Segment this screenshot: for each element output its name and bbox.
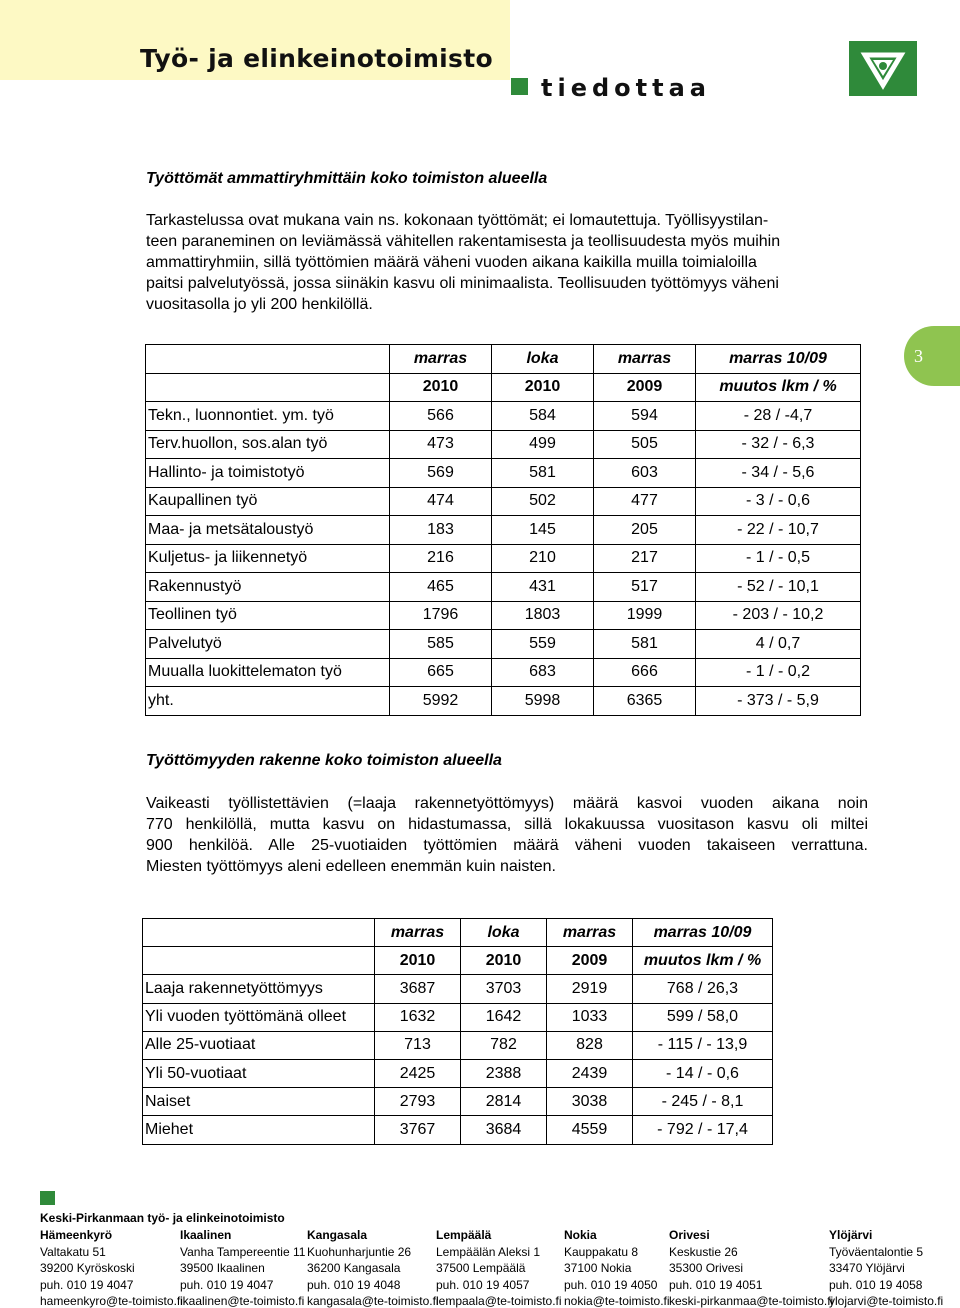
footer-office-2	[307, 1227, 439, 1308]
table-row	[146, 573, 861, 602]
page-number: 3	[914, 346, 923, 366]
table-row	[146, 630, 861, 659]
table-header-row	[146, 373, 861, 402]
table-header-row	[143, 919, 773, 947]
header-cell: 2010	[461, 947, 547, 975]
row-label-cell: Rakennustyö	[146, 573, 390, 602]
value-cell: 183	[390, 516, 492, 545]
value-cell: 1632	[375, 1003, 461, 1031]
value-cell: 599 / 58,0	[633, 1003, 773, 1031]
office-postal: 39200 Kyröskoski	[40, 1261, 135, 1275]
value-cell: 2439	[547, 1059, 633, 1087]
footer-office-3	[436, 1227, 562, 1308]
value-cell: 566	[390, 402, 492, 431]
row-label-cell: Teollinen työ	[146, 601, 390, 630]
value-cell: 2425	[375, 1059, 461, 1087]
section1-heading: Työttömät ammattiryhmittäin koko toimiston alueella	[146, 170, 548, 187]
value-cell: - 115 / - 13,9	[633, 1031, 773, 1059]
value-cell: 782	[461, 1031, 547, 1059]
header-cell: 2010	[390, 373, 492, 402]
header-cell: 2010	[492, 373, 594, 402]
value-cell: 4559	[547, 1116, 633, 1144]
header-cell: marras	[547, 919, 633, 947]
office-postal: 37500 Lempäälä	[436, 1261, 526, 1275]
header-cell: marras 10/09	[633, 919, 773, 947]
value-cell: 5998	[492, 687, 594, 716]
office-street: Kauppakatu 8	[564, 1244, 639, 1259]
page-title: Työ- ja elinkeinotoimisto	[140, 44, 493, 73]
table-row	[143, 1116, 773, 1144]
section1-paragraph	[146, 210, 780, 315]
header-square-icon	[511, 78, 528, 95]
value-cell: 2919	[547, 975, 633, 1003]
table-row	[146, 687, 861, 716]
value-cell: 210	[492, 544, 594, 573]
row-label-cell: Muualla luokittelematon työ	[146, 658, 390, 687]
office-name: Kangasala	[307, 1228, 368, 1242]
value-cell: 2793	[375, 1088, 461, 1116]
header-cell: muutos lkm / %	[696, 373, 861, 402]
value-cell: 502	[492, 487, 594, 516]
table-header-row	[146, 345, 861, 374]
value-cell: 474	[390, 487, 492, 516]
value-cell: - 245 / - 8,1	[633, 1088, 773, 1116]
office-street: Vanha Tampereentie 11	[180, 1244, 306, 1259]
row-label-cell: Hallinto- ja toimistotyö	[146, 459, 390, 488]
row-label-cell: Kuljetus- ja liikennetyö	[146, 544, 390, 573]
office-phone: puh. 010 19 4057	[436, 1277, 530, 1292]
office-name: Ylöjärvi	[829, 1228, 873, 1242]
header-blank-cell	[146, 373, 390, 402]
value-cell: 499	[492, 430, 594, 459]
paragraph-line: paitsi palvelutyössä, jossa siinäkin kasvu oli minimaalista. Teollisuuden työttömyys väheni	[146, 275, 779, 292]
office-name: Hämeenkyrö	[40, 1228, 113, 1242]
office-street: Keskustie 26	[669, 1244, 738, 1259]
header-cell: 2009	[547, 947, 633, 975]
office-name: Lempäälä	[436, 1228, 492, 1242]
footer-office-1	[180, 1227, 305, 1308]
row-label-cell: Yli vuoden työttömänä olleet	[143, 1003, 375, 1031]
office-postal: 36200 Kangasala	[307, 1261, 401, 1275]
paragraph-line: vuositasolla jo yli 200 henkilöllä.	[146, 296, 373, 313]
value-cell: - 203 / - 10,2	[696, 601, 861, 630]
office-postal: 35300 Orivesi	[669, 1261, 744, 1275]
row-label-cell: Naiset	[143, 1088, 375, 1116]
office-phone: puh. 010 19 4047	[40, 1277, 134, 1292]
page-number-tab	[904, 326, 960, 386]
table-row	[143, 1031, 773, 1059]
value-cell: 1642	[461, 1003, 547, 1031]
value-cell: 666	[594, 658, 696, 687]
section2-paragraph	[146, 793, 868, 877]
value-cell: 473	[390, 430, 492, 459]
header-cell: marras	[375, 919, 461, 947]
office-email[interactable]: keski-pirkanmaa@te-toimisto.fi	[669, 1294, 834, 1308]
table-row	[146, 601, 861, 630]
table-row	[143, 1088, 773, 1116]
row-label-cell: Miehet	[143, 1116, 375, 1144]
office-email[interactable]: ikaalinen@te-toimisto.fi	[180, 1294, 305, 1308]
table-row	[146, 544, 861, 573]
header-cell: muutos lkm / %	[633, 947, 773, 975]
table-row	[146, 402, 861, 431]
row-label-cell: Palvelutyö	[146, 630, 390, 659]
paragraph-line: 900 henkilöä. Alle 25-vuotiaiden työttömien määrä väheni vuoden takaiseen verrattuna.	[146, 837, 868, 854]
value-cell: - 1 / - 0,2	[696, 658, 861, 687]
header-cell: 2010	[375, 947, 461, 975]
office-street: Lempäälän Aleksi 1	[436, 1244, 541, 1259]
row-label-cell: Laaja rakennetyöttömyys	[143, 975, 375, 1003]
office-street: Työväentalontie 5	[829, 1244, 924, 1259]
paragraph-line: teen paraneminen on leviämässä vähitellen rakentamisesta ja teollisuudesta myös muihin	[146, 233, 781, 250]
office-email[interactable]: kangasala@te-toimisto.fi	[307, 1294, 439, 1308]
value-cell: 828	[547, 1031, 633, 1059]
value-cell: 517	[594, 573, 696, 602]
header-cell: marras	[594, 345, 696, 374]
paragraph-line: ammattiryhmiin, sillä työttömien määrä väheni vuoden aikana kaikilla muilla toimialoilla	[146, 254, 757, 271]
value-cell: 584	[492, 402, 594, 431]
value-cell: 569	[390, 459, 492, 488]
value-cell: 585	[390, 630, 492, 659]
office-phone: puh. 010 19 4047	[180, 1277, 274, 1292]
value-cell: 4 / 0,7	[696, 630, 861, 659]
footer-square-icon	[40, 1191, 55, 1205]
office-street: Valtakatu 51	[40, 1244, 106, 1259]
value-cell: 465	[390, 573, 492, 602]
value-cell: 3684	[461, 1116, 547, 1144]
footer-org-name: Keski-Pirkanmaan työ- ja elinkeinotoimisto	[40, 1211, 285, 1225]
section2-heading: Työttömyyden rakenne koko toimiston alueella	[146, 752, 502, 769]
value-cell: - 1 / - 0,5	[696, 544, 861, 573]
value-cell: - 52 / - 10,1	[696, 573, 861, 602]
value-cell: 216	[390, 544, 492, 573]
office-postal: 39500 Ikaalinen	[180, 1261, 265, 1275]
row-label-cell: Kaupallinen työ	[146, 487, 390, 516]
footer-office-6	[829, 1227, 943, 1308]
value-cell: 713	[375, 1031, 461, 1059]
table-row	[143, 975, 773, 1003]
office-phone: puh. 010 19 4050	[564, 1277, 658, 1292]
footer-office-0	[40, 1227, 183, 1308]
row-label-cell: Tekn., luonnontiet. ym. työ	[146, 402, 390, 431]
office-name: Ikaalinen	[180, 1228, 232, 1242]
value-cell: 1803	[492, 601, 594, 630]
office-email[interactable]: lempaala@te-toimisto.fi	[436, 1294, 562, 1308]
value-cell: - 32 / - 6,3	[696, 430, 861, 459]
header-cell: marras 10/09	[696, 345, 861, 374]
paragraph-line: Vaikeasti työllistettävien (=laaja rakennetyöttömyys) määrä kasvoi vuoden aikana noin	[146, 795, 868, 812]
office-email[interactable]: nokia@te-toimisto.fi	[564, 1294, 670, 1308]
value-cell: - 373 / - 5,9	[696, 687, 861, 716]
row-label-cell: Alle 25-vuotiaat	[143, 1031, 375, 1059]
table-header-row	[143, 947, 773, 975]
office-phone: puh. 010 19 4048	[307, 1277, 401, 1292]
table-row	[146, 487, 861, 516]
value-cell: - 792 / - 17,4	[633, 1116, 773, 1144]
office-postal: 37100 Nokia	[564, 1261, 632, 1275]
value-cell: - 22 / - 10,7	[696, 516, 861, 545]
value-cell: - 34 / - 5,6	[696, 459, 861, 488]
header-cell: loka	[461, 919, 547, 947]
value-cell: 1796	[390, 601, 492, 630]
value-cell: - 3 / - 0,6	[696, 487, 861, 516]
paragraph-line: Tarkastelussa ovat mukana vain ns. kokonaan työttömät; ei lomautettuja. Työllisyystilan-	[146, 212, 769, 229]
table-row	[146, 459, 861, 488]
value-cell: 581	[492, 459, 594, 488]
table-row	[143, 1059, 773, 1087]
footer-office-4	[564, 1227, 670, 1308]
page-subtitle: tiedottaa	[541, 74, 711, 102]
value-cell: 205	[594, 516, 696, 545]
row-label-cell: Yli 50-vuotiaat	[143, 1059, 375, 1087]
header-cell: marras	[390, 345, 492, 374]
office-name: Orivesi	[669, 1228, 710, 1242]
office-email[interactable]: ylojarvi@te-toimisto.fi	[829, 1294, 944, 1308]
value-cell: 559	[492, 630, 594, 659]
value-cell: 603	[594, 459, 696, 488]
row-label-cell: yht.	[146, 687, 390, 716]
paragraph-line: Miesten työttömyys aleni edelleen enemmän kuin naisten.	[146, 858, 556, 875]
table-row	[143, 1003, 773, 1031]
value-cell: 505	[594, 430, 696, 459]
value-cell: 1033	[547, 1003, 633, 1031]
value-cell: 594	[594, 402, 696, 431]
value-cell: 431	[492, 573, 594, 602]
value-cell: 3767	[375, 1116, 461, 1144]
office-email[interactable]: hameenkyro@te-toimisto.fi	[40, 1294, 183, 1308]
table-row	[146, 658, 861, 687]
row-label-cell: Maa- ja metsätaloustyö	[146, 516, 390, 545]
value-cell: 5992	[390, 687, 492, 716]
value-cell: 145	[492, 516, 594, 545]
header-cell: loka	[492, 345, 594, 374]
value-cell: 581	[594, 630, 696, 659]
value-cell: 768 / 26,3	[633, 975, 773, 1003]
office-name: Nokia	[564, 1228, 597, 1242]
paragraph-line: 770 henkilöllä, mutta kasvu on hidastumassa, sillä lokakuussa vuositason kasvu oli miltei	[146, 816, 868, 833]
value-cell: 665	[390, 658, 492, 687]
office-street: Kuohunharjuntie 26	[307, 1244, 412, 1259]
header-blank-cell	[146, 345, 390, 374]
value-cell: 683	[492, 658, 594, 687]
value-cell: 3687	[375, 975, 461, 1003]
structure-table	[142, 918, 773, 1145]
occupation-table	[145, 344, 861, 716]
value-cell: 217	[594, 544, 696, 573]
value-cell: - 28 / -4,7	[696, 402, 861, 431]
table-row	[146, 430, 861, 459]
value-cell: 477	[594, 487, 696, 516]
value-cell: 2388	[461, 1059, 547, 1087]
office-phone: puh. 010 19 4051	[669, 1277, 763, 1292]
header-blank-cell	[143, 947, 375, 975]
header-cell: 2009	[594, 373, 696, 402]
value-cell: 6365	[594, 687, 696, 716]
table-row	[146, 516, 861, 545]
row-label-cell: Terv.huollon, sos.alan työ	[146, 430, 390, 459]
value-cell: 3703	[461, 975, 547, 1003]
office-phone: puh. 010 19 4058	[829, 1277, 923, 1292]
header-blank-cell	[143, 919, 375, 947]
value-cell: - 14 / - 0,6	[633, 1059, 773, 1087]
value-cell: 1999	[594, 601, 696, 630]
value-cell: 2814	[461, 1088, 547, 1116]
office-postal: 33470 Ylöjärvi	[829, 1261, 905, 1275]
te-logo-icon	[849, 41, 917, 96]
value-cell: 3038	[547, 1088, 633, 1116]
footer-office-5	[669, 1227, 833, 1308]
